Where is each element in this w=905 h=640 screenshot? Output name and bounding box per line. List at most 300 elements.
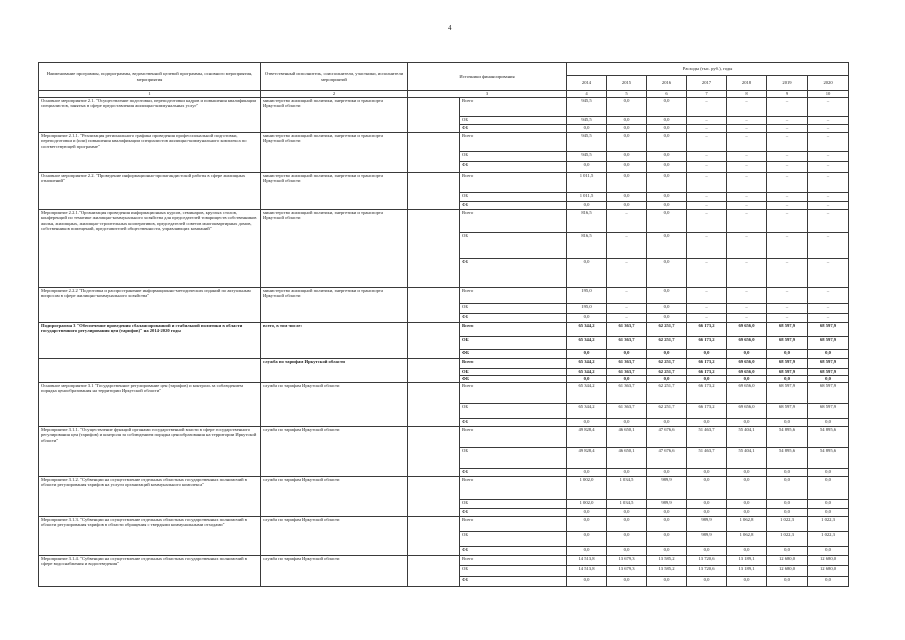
row-value-2017: 66 173,2 bbox=[687, 359, 727, 369]
row-value-2019: 0,0 bbox=[767, 350, 808, 359]
row-value-2015: 61 363,7 bbox=[607, 359, 647, 369]
header-col-number: 8 bbox=[727, 91, 767, 98]
row-value-2020: – bbox=[808, 173, 849, 193]
table-row bbox=[39, 173, 849, 193]
row-blank-cell bbox=[408, 427, 460, 477]
row-source: ОБ bbox=[460, 337, 567, 350]
row-value-2017: – bbox=[687, 98, 727, 117]
row-blank-cell bbox=[408, 288, 460, 323]
row-source: ОБ bbox=[460, 566, 567, 577]
row-value-2017: – bbox=[687, 314, 727, 323]
row-value-2014: 14 513,8 bbox=[567, 556, 607, 566]
row-executor: министерство жилищной политики, энергетики и транспорта Иркутской области bbox=[261, 173, 408, 210]
row-value-2018: 55 404,1 bbox=[727, 448, 767, 469]
header-col-number: 10 bbox=[808, 91, 849, 98]
row-value-2019: – bbox=[767, 259, 808, 288]
row-blank-cell bbox=[408, 477, 460, 517]
row-value-2019: 1 022,3 bbox=[767, 517, 808, 532]
row-value-2019: 0,0 bbox=[767, 477, 808, 500]
row-value-2016: 0,0 bbox=[647, 517, 687, 532]
row-source: ФБ bbox=[460, 419, 567, 427]
row-value-2014: 1 002,0 bbox=[567, 500, 607, 509]
row-name: Мероприятие 2.2.2 "Подготовка и распространение информационно-методических изданий по актуальным вопросам в сфере жилищно-коммунального хозяйства" bbox=[39, 288, 261, 323]
row-name bbox=[39, 359, 261, 383]
row-value-2015: 0,0 bbox=[607, 469, 647, 477]
row-value-2018: 69 656,0 bbox=[727, 323, 767, 337]
table-row bbox=[39, 477, 849, 500]
row-value-2014: 0,0 bbox=[567, 350, 607, 359]
row-value-2017: 13 720,6 bbox=[687, 566, 727, 577]
row-value-2018: 0,0 bbox=[727, 419, 767, 427]
header-col-number: 1 bbox=[39, 91, 261, 98]
row-value-2019: 68 597,9 bbox=[767, 323, 808, 337]
row-value-2018: 1 062,8 bbox=[727, 517, 767, 532]
row-value-2016: 62 251,7 bbox=[647, 337, 687, 350]
table-row bbox=[39, 427, 849, 448]
row-value-2014: 0,0 bbox=[567, 577, 607, 587]
row-value-2016: 62 251,7 bbox=[647, 323, 687, 337]
row-value-2014: 0,0 bbox=[567, 259, 607, 288]
row-value-2016: 0,0 bbox=[647, 152, 687, 162]
row-name: Подпрограмма 3 "Обеспечение проведения сбалансированной и стабильной политики в области государственного регулирования цен (тарифов)" на 2014-2020 годы bbox=[39, 323, 261, 359]
row-value-2014: 65 344,2 bbox=[567, 383, 607, 404]
row-value-2016: 0,0 bbox=[647, 125, 687, 133]
row-value-2014: 195,0 bbox=[567, 288, 607, 304]
row-name: Основное мероприятие 2.1. "Осуществление подготовки, переподготовки кадров и повышения квалификации специалистов, занятых в сфере предоставления жилищно-коммунальных услуг" bbox=[39, 98, 261, 133]
row-source: ФБ bbox=[460, 376, 567, 383]
header-col-number: 7 bbox=[687, 91, 727, 98]
row-value-2015: 0,0 bbox=[607, 162, 647, 173]
row-value-2019: – bbox=[767, 98, 808, 117]
row-value-2019: 68 597,9 bbox=[767, 359, 808, 369]
row-name: Мероприятие 3.1.3. "Субвенции на осуществление отдельных областных государственных полномочий в области регулирования тарифов в области обращения с твердыми коммунальными отходами" bbox=[39, 517, 261, 556]
row-value-2015: 0,0 bbox=[607, 547, 647, 556]
header-name: Наименование программы, подпрограммы, ведомственной целевой программы, основного мероприятия, мероприятия bbox=[39, 63, 261, 91]
row-source: Всего bbox=[460, 427, 567, 448]
row-source: ОБ bbox=[460, 500, 567, 509]
table-row bbox=[39, 323, 849, 337]
row-value-2017: 0,0 bbox=[687, 376, 727, 383]
row-value-2020: 12 680,0 bbox=[808, 556, 849, 566]
row-value-2014: 1 011,5 bbox=[567, 193, 607, 202]
row-value-2016: 0,0 bbox=[647, 173, 687, 193]
row-value-2020: – bbox=[808, 98, 849, 117]
row-value-2020: – bbox=[808, 314, 849, 323]
row-value-2018: 0,0 bbox=[727, 376, 767, 383]
row-value-2016: 0,0 bbox=[647, 547, 687, 556]
row-name: Мероприятие 3.1.4. "Субвенции на осуществление отдельных областных государственных полномочий в сфере водоснабжения и водоотведения" bbox=[39, 556, 261, 587]
row-value-2019: – bbox=[767, 304, 808, 314]
row-value-2017: 66 173,2 bbox=[687, 404, 727, 419]
row-value-2014: 195,0 bbox=[567, 304, 607, 314]
row-value-2019: 0,0 bbox=[767, 469, 808, 477]
row-value-2020: – bbox=[808, 152, 849, 162]
row-value-2015: 61 363,7 bbox=[607, 323, 647, 337]
row-value-2019: 0,0 bbox=[767, 376, 808, 383]
row-value-2017: 989,9 bbox=[687, 517, 727, 532]
row-value-2019: 0,0 bbox=[767, 500, 808, 509]
row-value-2019: 0,0 bbox=[767, 547, 808, 556]
row-value-2020: – bbox=[808, 233, 849, 259]
header-year: 2015 bbox=[607, 76, 647, 91]
row-value-2017: 66 173,2 bbox=[687, 383, 727, 404]
row-value-2020: – bbox=[808, 133, 849, 152]
row-value-2014: 65 344,2 bbox=[567, 369, 607, 376]
table-row bbox=[39, 210, 849, 233]
row-executor: служба по тарифам Иркутской области bbox=[261, 427, 408, 477]
row-value-2020: 68 597,9 bbox=[808, 369, 849, 376]
row-value-2019: – bbox=[767, 173, 808, 193]
row-source: ФБ bbox=[460, 469, 567, 477]
row-source: Всего bbox=[460, 383, 567, 404]
table-header bbox=[39, 63, 849, 98]
header-source: Источники финансирования bbox=[408, 63, 567, 91]
row-source: ОБ bbox=[460, 304, 567, 314]
row-value-2018: – bbox=[727, 314, 767, 323]
header-col-number: 3 bbox=[408, 91, 567, 98]
row-source: Всего bbox=[460, 323, 567, 337]
row-value-2015: 0,0 bbox=[607, 532, 647, 547]
row-value-2014: 65 344,2 bbox=[567, 337, 607, 350]
row-value-2014: 816,5 bbox=[567, 210, 607, 233]
row-value-2014: 1 002,0 bbox=[567, 477, 607, 500]
row-value-2016: 62 251,7 bbox=[647, 369, 687, 376]
row-value-2016: 989,9 bbox=[647, 500, 687, 509]
row-value-2018: – bbox=[727, 210, 767, 233]
row-source: ФБ bbox=[460, 259, 567, 288]
row-value-2014: 65 344,2 bbox=[567, 404, 607, 419]
header-col-number: 9 bbox=[767, 91, 808, 98]
row-value-2017: – bbox=[687, 162, 727, 173]
row-value-2019: 1 022,3 bbox=[767, 532, 808, 547]
row-name: Мероприятие 3.1.1. "Осуществление функций органами государственной власти в сфере государственного регулирования цен (тарифов) и контроля за соблюдением порядка ценообразования на территории Иркутской области" bbox=[39, 427, 261, 477]
row-value-2015: – bbox=[607, 304, 647, 314]
row-value-2019: – bbox=[767, 152, 808, 162]
row-value-2015: 0,0 bbox=[607, 202, 647, 210]
row-source: ОБ bbox=[460, 404, 567, 419]
table-row bbox=[39, 517, 849, 532]
row-value-2015: – bbox=[607, 210, 647, 233]
table-row bbox=[39, 359, 849, 369]
row-value-2018: – bbox=[727, 162, 767, 173]
row-value-2014: 0,0 bbox=[567, 162, 607, 173]
row-value-2015: 0,0 bbox=[607, 98, 647, 117]
row-value-2015: – bbox=[607, 233, 647, 259]
row-value-2015: 0,0 bbox=[607, 517, 647, 532]
table-row bbox=[39, 288, 849, 304]
row-value-2020: 54 895,6 bbox=[808, 427, 849, 448]
row-name: Основное мероприятие 2.2. "Проведение информационно-пропагандистской работы в сфере жилищных отношений" bbox=[39, 173, 261, 210]
row-value-2015: – bbox=[607, 288, 647, 304]
row-source: ОБ bbox=[460, 193, 567, 202]
row-source: ФБ bbox=[460, 350, 567, 359]
table-row bbox=[39, 556, 849, 566]
row-value-2018: 0,0 bbox=[727, 509, 767, 517]
row-value-2017: 989,9 bbox=[687, 532, 727, 547]
row-value-2018: 69 656,0 bbox=[727, 359, 767, 369]
row-value-2015: 0,0 bbox=[607, 125, 647, 133]
row-executor: служба по тарифам Иркутской области bbox=[261, 359, 408, 383]
row-value-2014: 0,0 bbox=[567, 532, 607, 547]
row-source: ФБ bbox=[460, 162, 567, 173]
row-value-2019: – bbox=[767, 314, 808, 323]
row-value-2016: 13 585,2 bbox=[647, 566, 687, 577]
row-value-2018: 69 656,0 bbox=[727, 369, 767, 376]
row-value-2016: 989,9 bbox=[647, 477, 687, 500]
row-value-2015: 13 679,3 bbox=[607, 556, 647, 566]
row-executor: служба по тарифам Иркутской области bbox=[261, 477, 408, 517]
row-source: ОБ bbox=[460, 448, 567, 469]
row-value-2016: 0,0 bbox=[647, 162, 687, 173]
row-value-2017: 0,0 bbox=[687, 477, 727, 500]
row-value-2014: 0,0 bbox=[567, 314, 607, 323]
row-source: ФБ bbox=[460, 314, 567, 323]
row-value-2017: – bbox=[687, 304, 727, 314]
row-value-2016: 0,0 bbox=[647, 210, 687, 233]
header-year: 2016 bbox=[647, 76, 687, 91]
row-value-2016: 47 676,6 bbox=[647, 448, 687, 469]
row-value-2015: 13 679,3 bbox=[607, 566, 647, 577]
row-source: ФБ bbox=[460, 547, 567, 556]
row-value-2019: 68 597,9 bbox=[767, 383, 808, 404]
row-value-2018: – bbox=[727, 259, 767, 288]
row-value-2016: 0,0 bbox=[647, 193, 687, 202]
row-value-2020: 54 895,6 bbox=[808, 448, 849, 469]
row-value-2015: 0,0 bbox=[607, 509, 647, 517]
row-value-2019: – bbox=[767, 117, 808, 125]
row-value-2015: 0,0 bbox=[607, 577, 647, 587]
row-source: Всего bbox=[460, 210, 567, 233]
row-blank-cell bbox=[408, 210, 460, 288]
row-executor: министерство жилищной политики, энергетики и транспорта Иркутской области bbox=[261, 98, 408, 133]
table-row bbox=[39, 383, 849, 404]
row-value-2015: – bbox=[607, 259, 647, 288]
row-value-2018: 69 656,0 bbox=[727, 404, 767, 419]
row-source: Всего bbox=[460, 477, 567, 500]
row-value-2016: 0,0 bbox=[647, 419, 687, 427]
row-value-2018: 69 656,0 bbox=[727, 337, 767, 350]
row-value-2020: – bbox=[808, 210, 849, 233]
row-source: Всего bbox=[460, 517, 567, 532]
header-col-number: 6 bbox=[647, 91, 687, 98]
header-year: 2014 bbox=[567, 76, 607, 91]
row-value-2018: – bbox=[727, 117, 767, 125]
row-value-2016: 62 251,7 bbox=[647, 404, 687, 419]
row-blank-cell bbox=[408, 133, 460, 173]
row-value-2017: 0,0 bbox=[687, 509, 727, 517]
row-value-2014: 14 513,8 bbox=[567, 566, 607, 577]
row-executor: всего, в том числе: bbox=[261, 323, 408, 359]
row-value-2020: 0,0 bbox=[808, 500, 849, 509]
row-value-2018: – bbox=[727, 173, 767, 193]
row-value-2018: 0,0 bbox=[727, 350, 767, 359]
row-value-2014: 65 344,2 bbox=[567, 359, 607, 369]
row-value-2018: – bbox=[727, 152, 767, 162]
row-value-2017: – bbox=[687, 288, 727, 304]
row-value-2019: – bbox=[767, 202, 808, 210]
row-value-2016: 62 251,7 bbox=[647, 383, 687, 404]
row-value-2020: 68 597,9 bbox=[808, 359, 849, 369]
row-source: ОБ bbox=[460, 117, 567, 125]
row-value-2020: 0,0 bbox=[808, 419, 849, 427]
row-value-2017: 0,0 bbox=[687, 419, 727, 427]
row-value-2019: 68 597,9 bbox=[767, 404, 808, 419]
row-value-2017: – bbox=[687, 259, 727, 288]
row-value-2015: 0,0 bbox=[607, 193, 647, 202]
row-value-2017: – bbox=[687, 117, 727, 125]
row-value-2019: – bbox=[767, 288, 808, 304]
row-source: ОБ bbox=[460, 233, 567, 259]
row-value-2016: 0,0 bbox=[647, 98, 687, 117]
row-value-2016: 47 676,6 bbox=[647, 427, 687, 448]
row-value-2018: 69 656,0 bbox=[727, 383, 767, 404]
row-value-2018: – bbox=[727, 98, 767, 117]
row-value-2020: 0,0 bbox=[808, 477, 849, 500]
row-value-2019: 0,0 bbox=[767, 419, 808, 427]
row-value-2018: – bbox=[727, 288, 767, 304]
row-value-2019: 54 895,6 bbox=[767, 427, 808, 448]
row-value-2020: 68 597,9 bbox=[808, 337, 849, 350]
row-source: ОБ bbox=[460, 369, 567, 376]
row-value-2017: – bbox=[687, 152, 727, 162]
row-source: ФБ bbox=[460, 509, 567, 517]
row-value-2017: 51 463,7 bbox=[687, 427, 727, 448]
row-value-2016: 0,0 bbox=[647, 350, 687, 359]
row-value-2019: 12 680,0 bbox=[767, 566, 808, 577]
row-value-2016: 0,0 bbox=[647, 288, 687, 304]
row-source: Всего bbox=[460, 98, 567, 117]
row-value-2016: 0,0 bbox=[647, 577, 687, 587]
row-value-2019: – bbox=[767, 210, 808, 233]
row-executor: служба по тарифам Иркутской области bbox=[261, 383, 408, 427]
row-value-2020: 0,0 bbox=[808, 376, 849, 383]
row-value-2017: 13 720,6 bbox=[687, 556, 727, 566]
row-value-2019: – bbox=[767, 193, 808, 202]
row-value-2015: 0,0 bbox=[607, 350, 647, 359]
row-value-2020: 0,0 bbox=[808, 577, 849, 587]
row-blank-cell bbox=[408, 98, 460, 133]
row-value-2020: – bbox=[808, 117, 849, 125]
row-executor: министерство жилищной политики, энергетики и транспорта Иркутской области bbox=[261, 133, 408, 173]
row-value-2018: 0,0 bbox=[727, 547, 767, 556]
row-value-2017: 0,0 bbox=[687, 500, 727, 509]
row-value-2017: – bbox=[687, 210, 727, 233]
row-source: ОБ bbox=[460, 152, 567, 162]
budget-table bbox=[38, 62, 849, 587]
row-value-2018: 0,0 bbox=[727, 500, 767, 509]
row-value-2014: 0,0 bbox=[567, 547, 607, 556]
row-value-2019: 0,0 bbox=[767, 577, 808, 587]
row-value-2020: 0,0 bbox=[808, 350, 849, 359]
row-value-2019: 12 680,0 bbox=[767, 556, 808, 566]
row-value-2020: – bbox=[808, 162, 849, 173]
row-value-2018: 13 189,1 bbox=[727, 556, 767, 566]
row-source: Всего bbox=[460, 556, 567, 566]
row-executor: министерство жилищной политики, энергетики и транспорта Иркутской области bbox=[261, 288, 408, 323]
row-executor: служба по тарифам Иркутской области bbox=[261, 556, 408, 587]
row-source: Всего bbox=[460, 133, 567, 152]
row-value-2015: 61 363,7 bbox=[607, 383, 647, 404]
row-value-2015: 0,0 bbox=[607, 133, 647, 152]
row-value-2018: 13 189,1 bbox=[727, 566, 767, 577]
row-value-2014: 945,5 bbox=[567, 98, 607, 117]
row-value-2014: 0,0 bbox=[567, 376, 607, 383]
row-value-2016: 0,0 bbox=[647, 117, 687, 125]
row-source: Всего bbox=[460, 173, 567, 193]
row-value-2015: 0,0 bbox=[607, 419, 647, 427]
row-name: Мероприятие 3.1.2. "Субвенции на осуществление отдельных областных государственных полномочий в области регулирования тарифов на услуги организаций коммунального комплекса" bbox=[39, 477, 261, 517]
row-value-2020: 0,0 bbox=[808, 509, 849, 517]
row-value-2018: 0,0 bbox=[727, 577, 767, 587]
row-value-2018: – bbox=[727, 125, 767, 133]
header-col-number: 5 bbox=[607, 91, 647, 98]
row-value-2017: 0,0 bbox=[687, 469, 727, 477]
row-value-2020: 68 597,9 bbox=[808, 383, 849, 404]
row-value-2016: 62 251,7 bbox=[647, 359, 687, 369]
row-value-2017: 51 463,7 bbox=[687, 448, 727, 469]
row-value-2014: 945,5 bbox=[567, 117, 607, 125]
row-value-2017: – bbox=[687, 202, 727, 210]
row-value-2015: 61 363,7 bbox=[607, 404, 647, 419]
row-value-2017: 66 173,2 bbox=[687, 369, 727, 376]
page-number: 4 bbox=[448, 24, 452, 32]
header-year: 2017 bbox=[687, 76, 727, 91]
row-executor: служба по тарифам Иркутской области bbox=[261, 517, 408, 556]
row-value-2015: 0,0 bbox=[607, 376, 647, 383]
row-value-2020: – bbox=[808, 304, 849, 314]
row-value-2016: 0,0 bbox=[647, 376, 687, 383]
row-blank-cell bbox=[408, 383, 460, 427]
row-value-2020: 68 597,9 bbox=[808, 323, 849, 337]
header-year: 2020 bbox=[808, 76, 849, 91]
row-value-2014: 816,5 bbox=[567, 233, 607, 259]
row-value-2014: 1 011,5 bbox=[567, 173, 607, 193]
row-value-2016: 0,0 bbox=[647, 469, 687, 477]
row-value-2016: 0,0 bbox=[647, 202, 687, 210]
row-value-2014: 65 344,2 bbox=[567, 323, 607, 337]
row-value-2020: 0,0 bbox=[808, 547, 849, 556]
row-name: Мероприятие 2.1.1. "Реализация регионального графика проведения профессиональной подготовки, переподготовки и (или) повышения квалификации специалистов жилищно-коммунального комплекса по соответствующей программе" bbox=[39, 133, 261, 173]
row-value-2018: – bbox=[727, 133, 767, 152]
row-value-2018: 55 404,1 bbox=[727, 427, 767, 448]
row-value-2020: – bbox=[808, 202, 849, 210]
row-value-2019: – bbox=[767, 133, 808, 152]
row-value-2016: 0,0 bbox=[647, 259, 687, 288]
row-value-2014: 945,5 bbox=[567, 133, 607, 152]
row-name: Основное мероприятие 3.1 "Государственное регулирование цен (тарифов) и контроль за соблюдением порядка ценообразования на территории Иркутской области" bbox=[39, 383, 261, 427]
row-value-2019: – bbox=[767, 233, 808, 259]
row-value-2019: – bbox=[767, 125, 808, 133]
row-value-2014: 0,0 bbox=[567, 202, 607, 210]
row-value-2016: 0,0 bbox=[647, 509, 687, 517]
row-source: Всего bbox=[460, 288, 567, 304]
row-value-2017: – bbox=[687, 125, 727, 133]
row-value-2016: 0,0 bbox=[647, 532, 687, 547]
row-value-2018: 0,0 bbox=[727, 469, 767, 477]
row-value-2019: 68 597,9 bbox=[767, 337, 808, 350]
row-executor: министерство жилищной политики, энергетики и транспорта Иркутской области bbox=[261, 210, 408, 288]
row-source: ФБ bbox=[460, 125, 567, 133]
row-value-2018: 0,0 bbox=[727, 477, 767, 500]
row-value-2019: 0,0 bbox=[767, 509, 808, 517]
row-value-2017: 0,0 bbox=[687, 350, 727, 359]
row-name: Мероприятие 2.2.1."Организация проведения информационных курсов, семинаров, круглых столов, конференций по тематике жилищно-коммунального хозяйства для председателей товариществ собственников жилья, жилищных, жилищно-строительных кооперативов, председателей советов многоквартирных домов, собственников помещений, представителей общественности, управляющих компаний" bbox=[39, 210, 261, 288]
row-value-2017: 66 173,2 bbox=[687, 337, 727, 350]
row-value-2017: – bbox=[687, 193, 727, 202]
row-value-2015: 1 034,5 bbox=[607, 477, 647, 500]
row-value-2018: – bbox=[727, 193, 767, 202]
row-value-2016: 0,0 bbox=[647, 133, 687, 152]
